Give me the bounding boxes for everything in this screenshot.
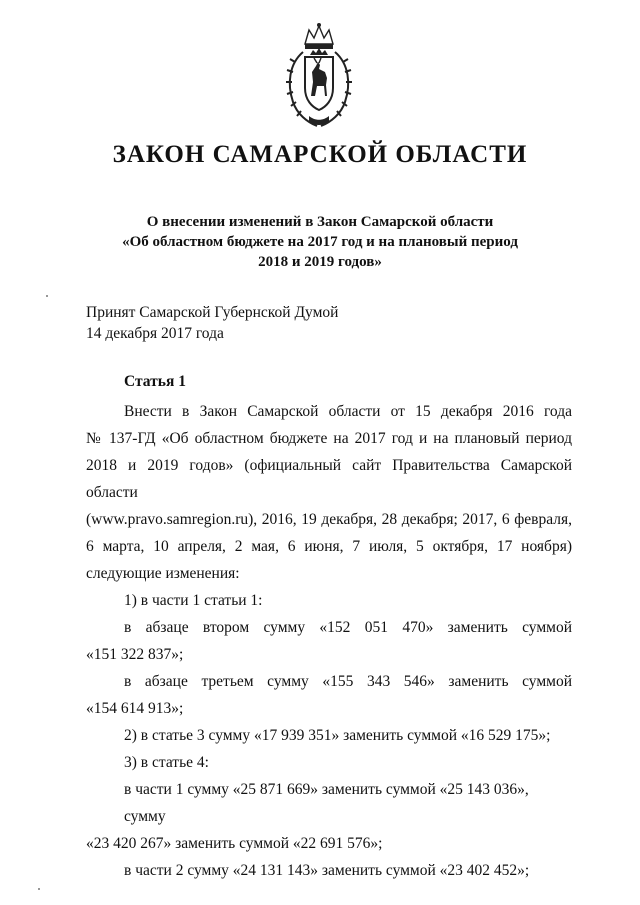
item-1-b-cont: «154 614 913»; xyxy=(86,700,184,717)
adoption-line: Принят Самарской Губернской Думой xyxy=(86,304,339,321)
intro-line: (www.pravo.samregion.ru), 2016, 19 декабря, 28 декабря; 2017, 6 февраля, xyxy=(86,511,572,528)
scan-speck xyxy=(46,295,48,297)
article-body xyxy=(86,398,572,884)
item-1-a-cont: «151 322 837»; xyxy=(86,646,184,663)
article-heading: Статья 1 xyxy=(124,373,186,390)
intro-line: Внести в Закон Самарской области от 15 декабря 2016 года xyxy=(124,403,572,420)
intro-line: № 137-ГД «Об областном бюджете на 2017 год и на плановый период xyxy=(86,430,572,447)
item-1-b: в абзаце третьем сумму «155 343 546» заменить суммой xyxy=(124,673,572,690)
item-2: 2) в статье 3 сумму «17 939 351» заменить суммой «16 529 175»; xyxy=(124,727,551,744)
law-subject xyxy=(90,212,550,272)
law-title: ЗАКОН САМАРСКОЙ ОБЛАСТИ xyxy=(112,141,528,168)
subject-line: «Об областном бюджете на 2017 год и на плановый период xyxy=(122,234,518,250)
subject-line: 2018 и 2019 годов» xyxy=(258,254,382,270)
item-3-a: в части 1 сумму «25 871 669» заменить суммой «25 143 036», сумму xyxy=(124,781,529,825)
samara-coat-of-arms-emblem xyxy=(283,22,355,132)
item-3: 3) в статье 4: xyxy=(124,754,209,771)
adoption-info xyxy=(86,302,338,344)
item-1: 1) в части 1 статьи 1: xyxy=(124,592,263,609)
item-3-b: в части 2 сумму «24 131 143» заменить суммой «23 402 452»; xyxy=(124,862,530,879)
intro-line: 2018 и 2019 годов» (официальный сайт Правительства Самарской области xyxy=(86,457,572,501)
adoption-date: 14 декабря 2017 года xyxy=(86,325,224,342)
scan-speck xyxy=(38,888,40,890)
intro-line: следующие изменения: xyxy=(86,565,240,582)
intro-line: 6 марта, 10 апреля, 2 мая, 6 июня, 7 июля, 5 октября, 17 ноября) xyxy=(86,538,572,555)
subject-line: О внесении изменений в Закон Самарской области xyxy=(146,214,494,230)
item-3-a-cont: «23 420 267» заменить суммой «22 691 576»; xyxy=(86,835,383,852)
item-1-a: в абзаце втором сумму «152 051 470» заменить суммой xyxy=(124,619,572,636)
